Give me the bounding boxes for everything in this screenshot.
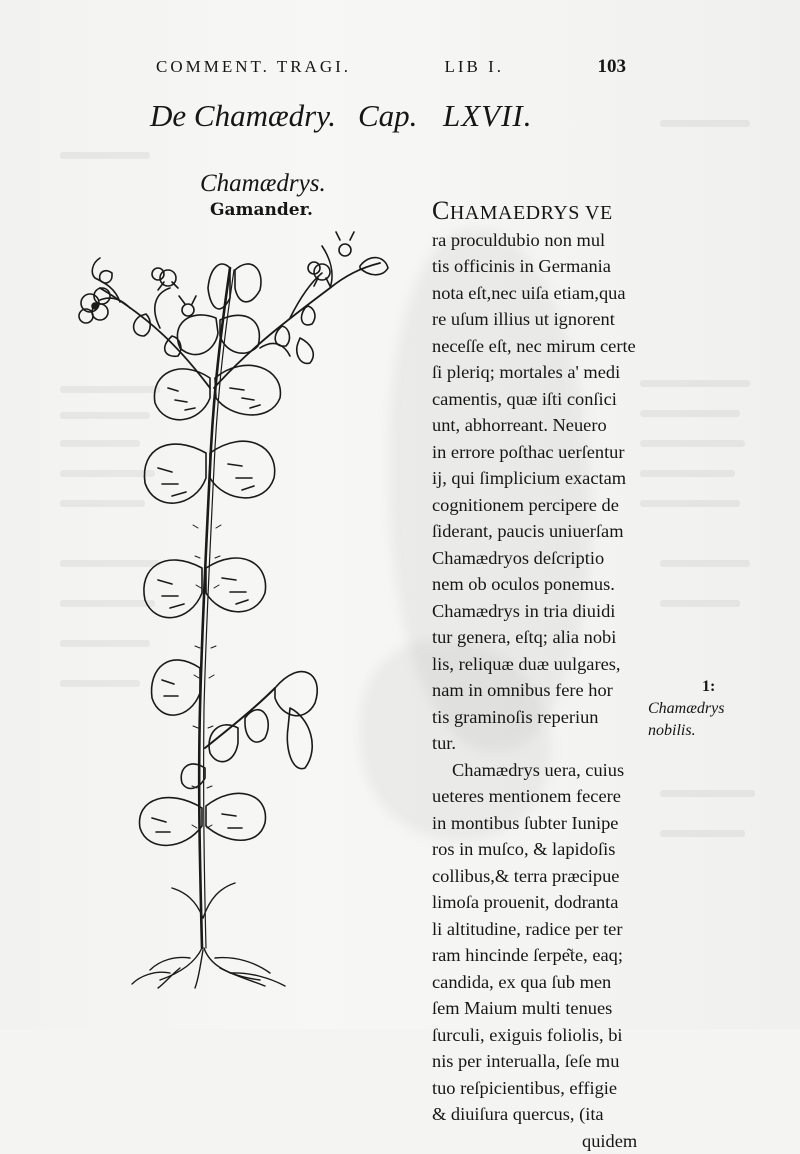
text-first-line [432,198,647,227]
text-line: ſi pleriq; mortales a' medi [432,359,647,386]
figure-german-name: Gamander. [210,200,326,220]
text-line: in montibus ſubter Iunipe [432,810,647,837]
text-line: tuo reſpicientibus, effigie [432,1075,647,1102]
figure-caption [200,170,326,220]
text-line: ram hincinde ſerpe͂te, eaq; [432,942,647,969]
text-line: ſurculi, exiguis foliolis, bi [432,1022,647,1049]
text-line: candida, ex qua ſub men [432,969,647,996]
text-line: re uſum illius ut ignorent [432,306,647,333]
text-line: Chamædryos deſcriptio [432,545,647,572]
margin-note-mark: 1: [648,676,724,698]
text-line: tur. [432,730,647,757]
first-line-rest: HAMAEDRYS VE [450,202,613,224]
text-line: cognitionem percipere de [432,492,647,519]
main-text-column [432,198,647,1154]
running-head-book: LIB I. [444,57,504,77]
drop-capital: C [432,196,450,225]
text-line: ra proculdubio non mul [432,227,647,254]
page-number: 103 [598,56,627,78]
text-line: ſiderant, paucis uniuerſam [432,518,647,545]
margin-note [648,676,724,742]
catchword: quidem [432,1128,647,1154]
chamaedrys-woodcut-illustration [60,228,390,988]
text-line: ij, qui ſimplicium exactam [432,465,647,492]
text-line: unt, abhorreant. Neuero [432,412,647,439]
chapter-title [150,98,570,134]
figure-latin-name: Chamædrys. [200,170,326,198]
text-line: ros in muſco, & lapidoſis [432,836,647,863]
running-head [156,56,626,78]
text-line: Chamædrys uera, cuius [432,757,647,784]
text-line: nota eſt,nec uiſa etiam,qua [432,280,647,307]
text-line: in errore poſthac uerſentur [432,439,647,466]
text-line: ſem Maium multi tenues [432,995,647,1022]
text-line: nam in omnibus fere hor [432,677,647,704]
text-line: neceſſe eſt, nec mirum certe [432,333,647,360]
margin-note-line: Chamædrys [648,698,724,720]
text-line: limoſa prouenit, dodranta [432,889,647,916]
text-line: collibus,& terra præcipue [432,863,647,890]
chapter-number: LXVII. [443,98,533,134]
text-line: ueteres mentionem fecere [432,783,647,810]
margin-note-line: nobilis. [648,720,724,742]
text-line: tur genera, eſtq; alia nobi [432,624,647,651]
text-line: tis graminoſis reperiun [432,704,647,731]
text-line: Chamædrys in tria diuidi [432,598,647,625]
text-line: tis officinis in Germania [432,253,647,280]
text-line: nis per interualla, ſeſe mu [432,1048,647,1075]
text-line: li altitudine, radice per ter [432,916,647,943]
chapter-cap-label: Cap. [358,98,443,134]
running-head-title: COMMENT. TRAGI. [156,57,351,77]
text-line: nem ob oculos ponemus. [432,571,647,598]
text-line: camentis, quæ iſti conſici [432,386,647,413]
text-line: & diuiſura quercus, (ita [432,1101,647,1128]
chapter-name: De Chamædry. [150,98,358,134]
text-line: lis, reliquæ duæ uulgares, [432,651,647,678]
